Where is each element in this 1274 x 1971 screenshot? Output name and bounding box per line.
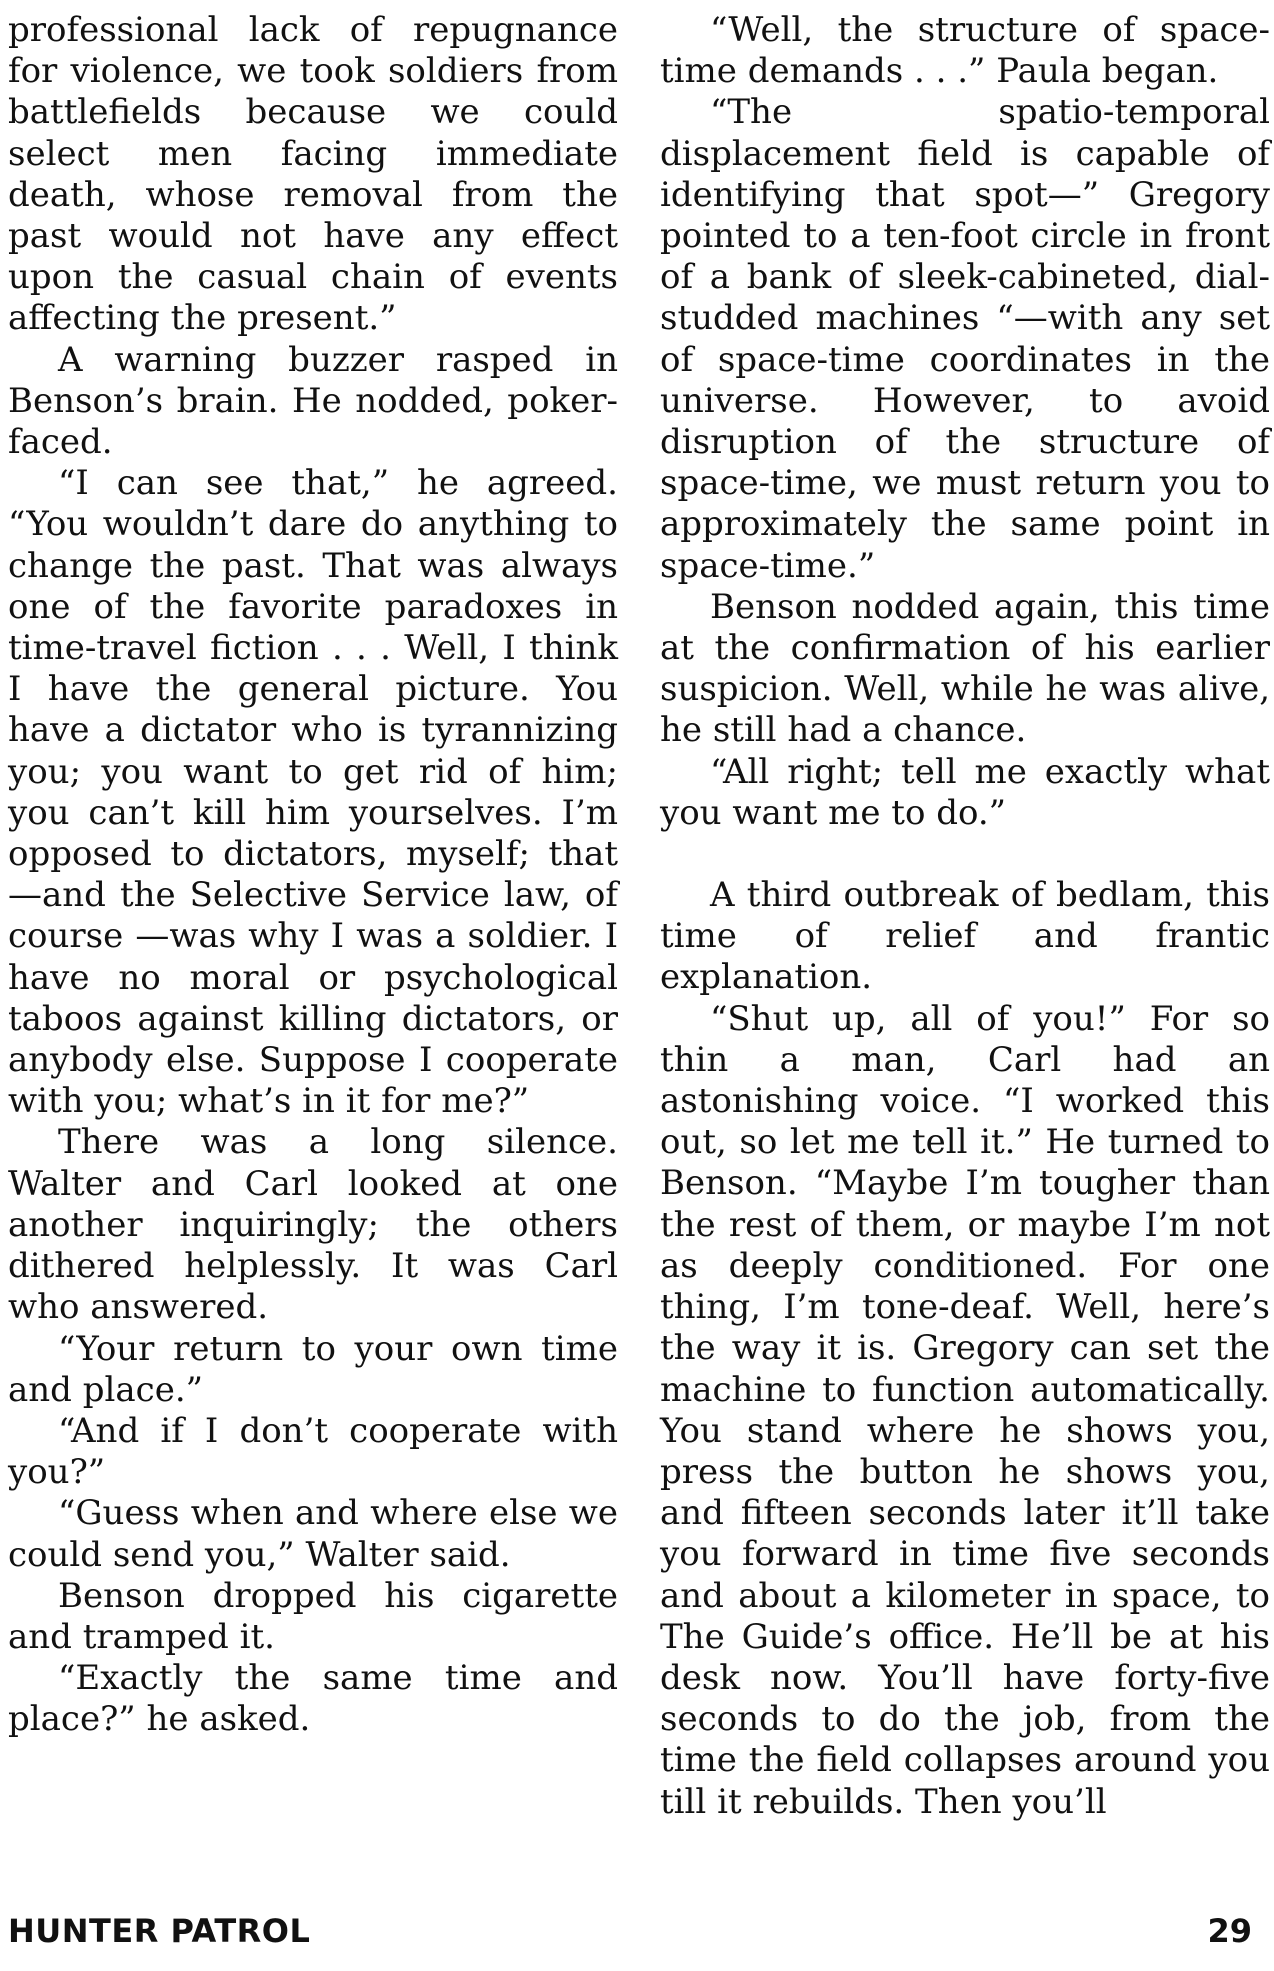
paragraph: Benson nodded again, this time at the confirmation of his earlier suspicion. Well, while he was alive, he still had a chance. xyxy=(660,586,1270,751)
left-text-column xyxy=(8,10,618,1741)
paragraph: A warning buzzer rasped in Benson’s brain. He nodded, poker-faced. xyxy=(8,339,618,463)
paragraph: “Shut up, all of you!” For so thin a man, Carl had an astonishing voice. “I worked this out, so let me tell it.” He turned to Benson. “Maybe I’m tougher than the rest of them, or maybe I’m not as deeply conditioned. For one thing, I’m tone-deaf. Well, here’s the way it is. Gregory can set the machine to function automatically. You stand where he shows you, press the button he shows you, and fifteen seconds later it’ll take you forward in time five seconds and about a kilometer in space, to The Guide’s office. He’ll be at his desk now. You’ll have forty-five seconds to do the job, from the time the field collapses around you till it rebuilds. Then you’ll xyxy=(660,998,1270,1822)
paragraph: “Exactly the same time and place?” he asked. xyxy=(8,1658,618,1740)
paragraph: “All right; tell me exactly what you want me to do.” xyxy=(660,751,1270,833)
paragraph: A third outbreak of bedlam, this time of relief and frantic explanation. xyxy=(660,875,1270,998)
paragraph: “Guess when and where else we could send you,” Walter said. xyxy=(8,1493,618,1575)
paragraph: “I can see that,” he agreed. “You wouldn’t dare do anything to change the past. That was always one of the favorite paradoxes in time-travel fiction . . . Well, I think I have the general picture. You have a dictator who is tyrannizing you; you want to get rid of him; you can’t kill him yourselves. I’m opposed to dictators, myself; that—and the Selective Service law, of course —was why I was a soldier. I have no moral or psychological taboos against killing dictators, or anybody else. Suppose I cooperate with you; what’s in it for me?” xyxy=(8,463,618,1122)
paragraph: There was a long silence. Walter and Carl looked at one another inquiringly; the others dithered helplessly. It was Carl who answered. xyxy=(8,1122,618,1328)
paragraph: Benson dropped his cigarette and tramped it. xyxy=(8,1575,618,1657)
paragraph: “Your return to your own time and place.” xyxy=(8,1328,618,1410)
paragraph: professional lack of repugnance for violence, we took soldiers from battlefields because we could select men facing immediate death, whose removal from the past would not have any effect upon the casual chain of events affecting the present.” xyxy=(8,10,618,339)
right-text-column xyxy=(660,10,1270,1823)
paragraph: “And if I don’t cooperate with you?” xyxy=(8,1410,618,1493)
running-footer-title: HUNTER PATROL xyxy=(8,1912,311,1950)
paragraph: “The spatio-temporal displacement field is capable of identifying that spot—” Gregory pointed to a ten-foot circle in front of a bank of sleek-cabineted, dial-studded machines “—with any set of space-time coordinates in the universe. However, to avoid disruption of the structure of space-time, we must return you to approximately the same point in space-time.” xyxy=(660,92,1270,586)
page-number: 29 xyxy=(1207,1912,1252,1950)
paragraph: “Well, the structure of space-time demands . . .” Paula began. xyxy=(660,10,1270,92)
